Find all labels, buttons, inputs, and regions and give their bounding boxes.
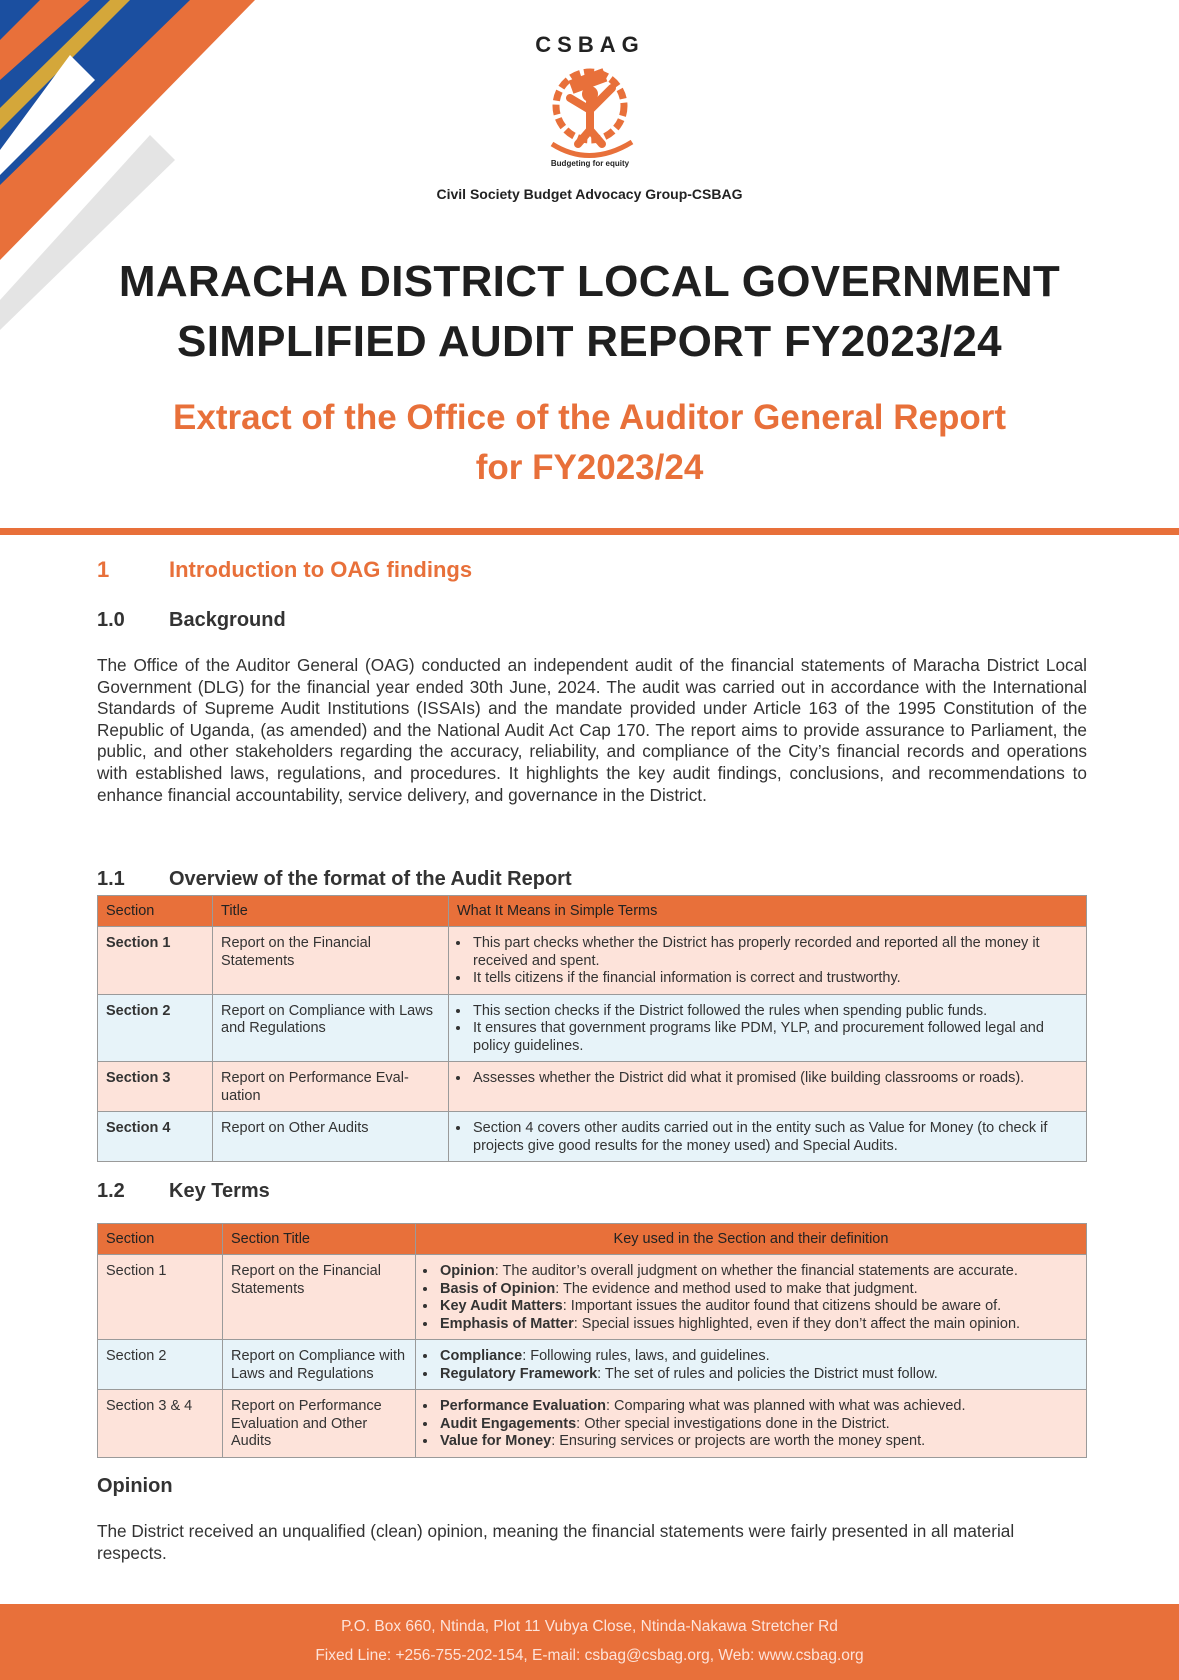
- term: Key Audit Matters: [440, 1298, 563, 1314]
- section-cell: Section 1: [98, 1255, 223, 1340]
- title-cell: Report on the Financial Statements: [213, 927, 449, 995]
- list-item: • Assesses whether the District did what it promised (like building classrooms or roads).: [471, 1070, 1078, 1088]
- list-item: • This section checks if the District followed the rules when spending public funds.: [471, 1003, 1078, 1021]
- definition: : Following rules, laws, and guidelines.: [522, 1348, 770, 1364]
- org-name: Civil Society Budget Advocacy Group-CSBAG: [436, 186, 743, 202]
- list-item: [438, 1263, 1078, 1281]
- definition: : Special issues highlighted, even if they don’t affect the main opinion.: [573, 1315, 1021, 1332]
- section-title: Overview of the format of the Audit Report: [169, 868, 572, 890]
- definition: : The set of rules and policies the District must follow.: [597, 1365, 938, 1382]
- list-item: • Section 4 covers other audits carried out in the entity such as Value for Money (to check if projects give good results for the money used) and Special Audits.: [471, 1120, 1078, 1155]
- list-item: [438, 1281, 1078, 1299]
- table-row: [98, 1255, 1087, 1340]
- column-header: Section: [98, 896, 213, 927]
- report-subtitle: [60, 393, 1119, 493]
- list-item: [438, 1398, 1078, 1416]
- definition: : Ensuring services or projects are worth the money spent.: [551, 1433, 926, 1449]
- section-number: 1: [97, 557, 110, 582]
- definition: : Important issues the auditor found that citizens should be aware of.: [562, 1298, 1002, 1314]
- key-terms-heading: [97, 1180, 270, 1203]
- table-row: [98, 1340, 1087, 1390]
- background-paragraph: The Office of the Auditor General (OAG) conducted an independent audit of the financial statements of Maracha District Local Government (DLG) for the financial year ended 30th June, 2024. The audit was carried out in accordance with the International Standards of Supreme Audit Institutions (ISSAIs) and the mandate provided under Article 163 of the 1995 Constitution of the Republic of Uganda, (as amended) and the National Audit Act Cap 170. The report aims to provide assurance to Parliament, the public, and other stakeholders regarding the accuracy, reliability, and compliance of the City’s financial records and operations with established laws, regulations, and procedures. It highlights the key audit findings, conclusions, and recommendations to enhance financial accountability, service delivery, and governance in the District.: [97, 655, 1087, 805]
- title-line-1: MARACHA DISTRICT LOCAL GOVERNMENT: [118, 257, 1061, 306]
- orange-divider: [0, 528, 1179, 535]
- term: Audit Engagements: [440, 1415, 577, 1432]
- table-header-row: [98, 1224, 1087, 1255]
- column-header: Title: [213, 896, 449, 927]
- section-cell: Section 2: [98, 1340, 223, 1390]
- subtitle-line-2: for FY2023/24: [475, 448, 704, 487]
- section-cell: Section 4: [98, 1112, 213, 1162]
- section-cell: Section 2: [98, 994, 213, 1062]
- section-cell: Section 1: [98, 927, 213, 995]
- definition: : Comparing what was planned with what was achieved.: [606, 1398, 966, 1414]
- list-item: [438, 1416, 1078, 1434]
- opinion-paragraph: The District received an unqualified (clean) opinion, meaning the financial statements were fairly presented in all material respects.: [97, 1521, 1015, 1563]
- title-cell: Report on Other Audits: [213, 1112, 449, 1162]
- meaning-cell: [449, 994, 1087, 1062]
- terms-cell: [416, 1340, 1087, 1390]
- table-row: [98, 994, 1087, 1062]
- list-item: • This part checks whether the District has properly recorded and reported all the money it received and spent.: [471, 935, 1078, 970]
- csbag-logo: [530, 18, 650, 178]
- term: Compliance: [440, 1348, 523, 1364]
- svg-text:Budgeting for equity: Budgeting for equity: [550, 159, 630, 168]
- section-cell: Section 3: [98, 1062, 213, 1112]
- section-number: 1.2: [97, 1180, 125, 1202]
- format-table: [97, 895, 1087, 1162]
- column-header: Section: [98, 1224, 223, 1255]
- table-row: [98, 1390, 1087, 1458]
- title-cell: Report on Compliance with Laws and Regulations: [213, 994, 449, 1062]
- table-row: [98, 927, 1087, 995]
- key-terms-table: [97, 1223, 1087, 1458]
- opinion-heading: Opinion: [97, 1475, 173, 1497]
- definition: : The auditor’s overall judgment on whether the financial statements are accurate.: [494, 1263, 1018, 1279]
- footer: [0, 1604, 1179, 1680]
- list-item: [438, 1366, 1078, 1384]
- title-cell: Report on Performance Eval-uation: [213, 1062, 449, 1112]
- term: Opinion: [440, 1263, 495, 1279]
- format-heading: [97, 868, 572, 891]
- title-line-2: SIMPLIFIED AUDIT REPORT FY2023/24: [177, 317, 1002, 366]
- section-number: 1.0: [97, 609, 125, 631]
- table-row: [98, 1062, 1087, 1112]
- title-cell: Report on Performance Evaluation and Other Audits: [223, 1390, 416, 1458]
- definition: : The evidence and method used to make that judgment.: [555, 1280, 918, 1297]
- table-header-row: [98, 896, 1087, 927]
- meaning-cell: [449, 927, 1087, 995]
- terms-cell: [416, 1390, 1087, 1458]
- footer-contacts: Fixed Line: +256-755-202-154, E-mail: csbag@csbag.org, Web: www.csbag.org: [315, 1647, 864, 1664]
- column-header: What It Means in Simple Terms: [449, 896, 1087, 927]
- list-item: • It ensures that government programs like PDM, YLP, and procurement followed legal and policy guidelines.: [471, 1020, 1078, 1055]
- term: Basis of Opinion: [440, 1280, 556, 1297]
- column-header: Key used in the Section and their definition: [416, 1224, 1087, 1255]
- table-row: [98, 1112, 1087, 1162]
- section-number: 1.1: [97, 868, 125, 890]
- term: Performance Evaluation: [440, 1398, 606, 1414]
- list-item: [438, 1348, 1078, 1366]
- term: Regulatory Framework: [440, 1365, 598, 1382]
- list-item: [438, 1298, 1078, 1316]
- section-title: Background: [169, 609, 286, 631]
- list-item: • It tells citizens if the financial information is correct and trustworthy.: [471, 970, 1078, 988]
- report-title: [60, 252, 1119, 372]
- term: Value for Money: [440, 1433, 552, 1449]
- meaning-cell: [449, 1062, 1087, 1112]
- subtitle-line-1: Extract of the Office of the Auditor General Report: [173, 398, 1006, 437]
- meaning-cell: [449, 1112, 1087, 1162]
- column-header: Section Title: [223, 1224, 416, 1255]
- definition: : Other special investigations done in the District.: [576, 1415, 890, 1432]
- section-1-heading: [97, 557, 472, 583]
- title-cell: Report on Compliance with Laws and Regulations: [223, 1340, 416, 1390]
- list-item: [438, 1433, 1078, 1451]
- background-heading: [97, 609, 286, 632]
- terms-cell: [416, 1255, 1087, 1340]
- term: Emphasis of Matter: [440, 1315, 574, 1332]
- title-cell: Report on the Financial Statements: [223, 1255, 416, 1340]
- list-item: [438, 1316, 1078, 1334]
- svg-text:CSBAG: CSBAG: [535, 32, 645, 57]
- section-title: Introduction to OAG findings: [169, 557, 473, 582]
- footer-address: P.O. Box 660, Ntinda, Plot 11 Vubya Close, Ntinda-Nakawa Stretcher Rd: [341, 1618, 838, 1635]
- section-title: Key Terms: [169, 1180, 270, 1202]
- section-cell: Section 3 & 4: [98, 1390, 223, 1458]
